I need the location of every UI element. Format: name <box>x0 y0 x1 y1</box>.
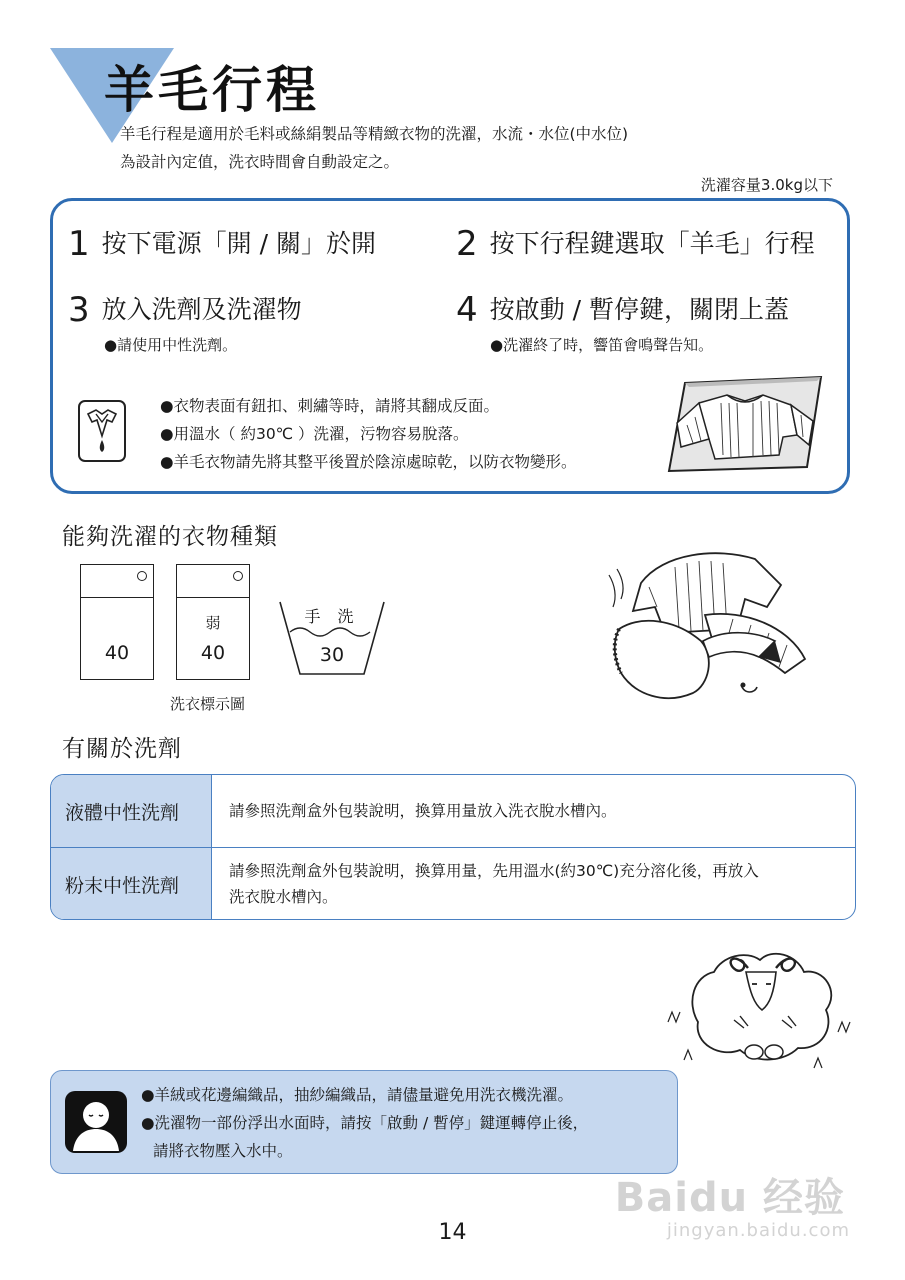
care-notes <box>160 392 577 476</box>
step-4-note: ●洗濯終了時，響笛會鳴聲告知。 <box>490 336 714 354</box>
detergent-desc-powder <box>229 858 841 910</box>
wash-tag-40 <box>80 564 154 680</box>
wash-tag-weak-note: 弱 <box>205 614 221 632</box>
washable-heading: 能夠洗濯的衣物種類 <box>62 524 278 550</box>
table-row <box>51 775 855 848</box>
detergent-desc-powder-line-2: 洗衣脫水槽內。 <box>229 888 338 906</box>
sweater-illustration <box>665 375 825 479</box>
detergent-type-liquid: 液體中性洗劑 <box>51 775 212 847</box>
table-row <box>51 848 855 920</box>
detergent-desc-powder-line-1: 請參照洗劑盒外包裝說明，換算用量，先用溫水(約30℃)充分溶化後，再放入 <box>229 862 759 880</box>
detergent-table <box>50 774 856 920</box>
step-1-number: 1 <box>68 224 90 264</box>
care-note-1: ●衣物表面有鈕扣、刺繡等時，請將其翻成反面。 <box>160 397 500 415</box>
step-1 <box>68 224 376 264</box>
step-3-number: 3 <box>68 290 90 330</box>
care-note-3: ●羊毛衣物請先將其整平後置於陰涼處晾乾，以防衣物變形。 <box>160 453 577 471</box>
step-2-text: 按下行程鍵選取「羊毛」行程 <box>489 229 815 258</box>
watermark-logo: Baidu 经验 <box>614 1175 845 1221</box>
intro-line-2: 為設計內定值，洗衣時間會自動設定之。 <box>120 153 400 171</box>
step-2-number: 2 <box>456 224 478 264</box>
tag-divider <box>177 597 249 598</box>
page-title: 羊毛行程 <box>104 61 320 119</box>
caution-box <box>50 1070 678 1174</box>
intro-line-1: 羊毛行程是適用於毛料或絲絹製品等精緻衣物的洗濯，水流・水位(中水位) <box>120 125 629 143</box>
tag-hole <box>137 571 147 581</box>
tag-hole <box>233 571 243 581</box>
step-1-text: 按下電源「開 / 關」於開 <box>101 229 376 258</box>
clothes-pile-illustration <box>605 545 820 714</box>
step-4-text: 按啟動 / 暫停鍵，關閉上蓋 <box>489 295 789 324</box>
caution-notes <box>141 1081 588 1165</box>
page-number: 14 <box>438 1220 467 1245</box>
hand-wash-symbol <box>276 598 388 680</box>
wash-tag-weak-temp: 40 <box>200 642 226 664</box>
step-2 <box>456 224 815 264</box>
caution-line-2: ●洗濯物一部份浮出水面時，請按「啟動 / 暫停」鍵運轉停止後， <box>141 1114 589 1132</box>
caution-person-icon <box>65 1091 127 1153</box>
sheep-illustration <box>664 932 864 1082</box>
step-4 <box>456 290 789 330</box>
detergent-desc-liquid: 請參照洗劑盒外包裝說明，換算用量放入洗衣脫水槽內。 <box>229 802 617 820</box>
wash-label-caption: 洗衣標示圖 <box>170 695 246 713</box>
care-note-2: ●用溫水（ 約30℃ ）洗濯，污物容易脫落。 <box>160 425 469 443</box>
wash-tag-40-temp: 40 <box>104 642 130 664</box>
step-3-note: ●請使用中性洗劑。 <box>104 336 238 354</box>
hand-wash-temp: 30 <box>319 644 345 666</box>
step-3-text: 放入洗劑及洗濯物 <box>101 295 302 324</box>
watermark-url: jingyan.baidu.com <box>666 1220 850 1241</box>
tag-divider <box>81 597 153 598</box>
detergent-type-powder: 粉末中性洗劑 <box>51 848 212 920</box>
detergent-heading: 有關於洗劑 <box>62 736 182 762</box>
capacity-note: 洗濯容量3.0kg以下 <box>700 176 833 194</box>
hand-wash-label: 手 洗 <box>304 607 360 626</box>
intro-text <box>120 120 760 176</box>
caution-line-3: 請將衣物壓入水中。 <box>153 1142 293 1160</box>
step-3 <box>68 290 302 330</box>
garment-care-icon <box>78 400 126 462</box>
step-4-number: 4 <box>456 290 478 330</box>
wash-tag-40-weak <box>176 564 250 680</box>
caution-line-1: ●羊絨或花邊編織品，抽紗編織品，請儘量避免用洗衣機洗濯。 <box>141 1086 574 1104</box>
